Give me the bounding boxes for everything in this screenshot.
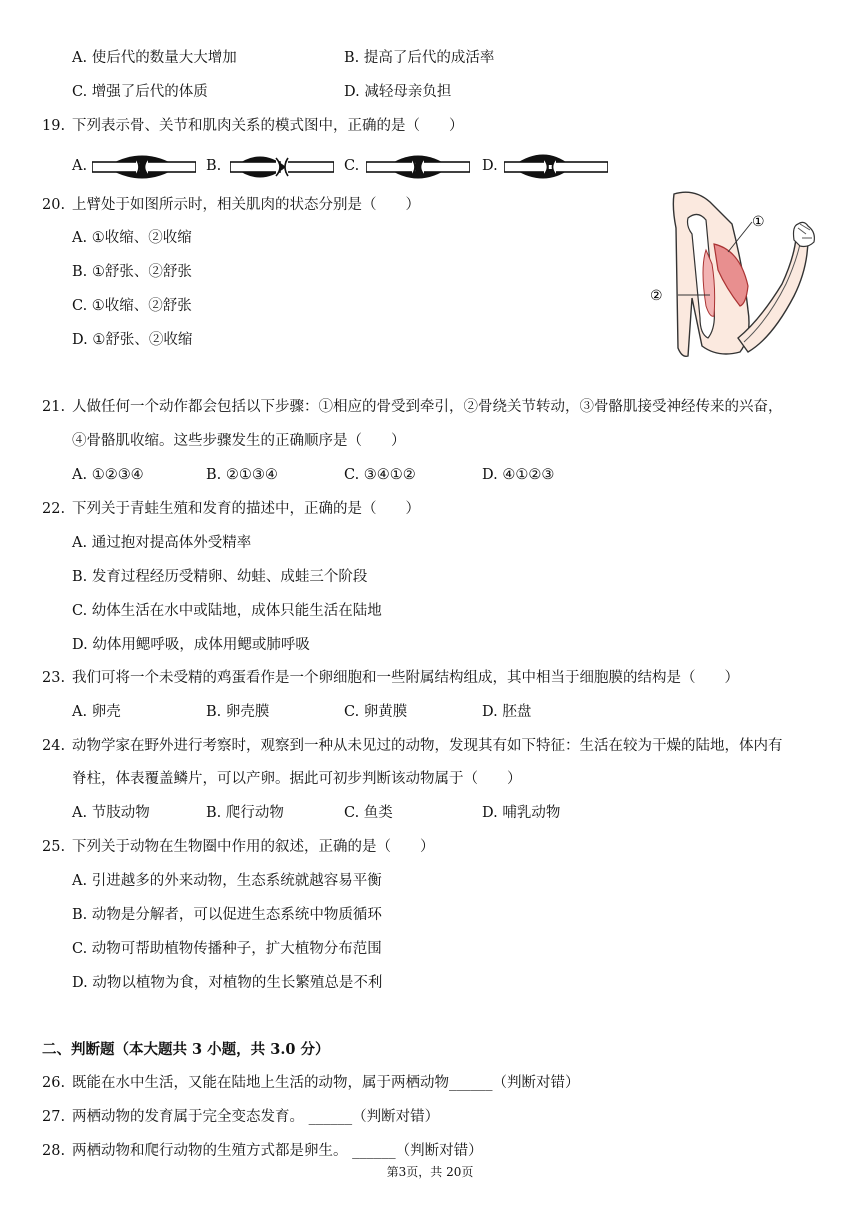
question-text: 下列表示骨、关节和肌肉关系的模式图中，正确的是（ ）: [72, 118, 464, 134]
q22-option-a: A. 通过抱对提高体外受精率: [72, 535, 252, 551]
q21-option-d: D. ④①②③: [482, 467, 555, 483]
q25-option-d: D. 动物以植物为食，对植物的生长繁殖总是不利: [72, 975, 383, 991]
q21-option-c: C. ③④①②: [344, 467, 416, 483]
q20-option-b: B. ①舒张、②舒张: [72, 264, 192, 280]
q25-option-b: B. 动物是分解者，可以促进生态系统中物质循环: [72, 907, 382, 923]
question-22: [42, 499, 420, 519]
question-26: [42, 1073, 580, 1093]
q18-option-d: D. 减轻母亲负担: [344, 84, 452, 100]
q24-option-d: D. 哺乳动物: [482, 805, 561, 821]
question-text: 两栖动物和爬行动物的生殖方式都是卵生。 ______（判断对错）: [72, 1143, 483, 1159]
q22-option-d: D. 幼体用鳃呼吸，成体用鳃或肺呼吸: [72, 637, 310, 653]
question-number: 24.: [42, 738, 66, 754]
question-text: 既能在水中生活，又能在陆地上生活的动物，属于两栖动物______（判断对错）: [72, 1075, 580, 1091]
question-19: [42, 116, 464, 136]
figure-label-2: ②: [650, 288, 663, 304]
q18-option-a: A. 使后代的数量大大增加: [72, 50, 237, 66]
q19-option-d-label: D.: [482, 158, 498, 174]
q24-option-a: A. 节肢动物: [72, 805, 150, 821]
question-number: 22.: [42, 501, 66, 517]
question-number: 21.: [42, 399, 66, 415]
question-20: [42, 195, 420, 215]
q18-option-c: C. 增强了后代的体质: [72, 84, 208, 100]
q19-option-b-label: B.: [206, 158, 222, 174]
question-23: [42, 668, 739, 688]
question-number: 28.: [42, 1143, 66, 1159]
question-text: 下列关于动物在生物圈中作用的叙述，正确的是（ ）: [72, 839, 435, 855]
question-text-line1: 人做任何一个动作都会包括以下步骤：①相应的骨受到牵引，②骨绕关节转动，③骨骼肌接受神经传来的兴奋，: [72, 399, 783, 415]
q19-option-a-label: A.: [72, 158, 88, 174]
q24-option-c: C. 鱼类: [344, 805, 393, 821]
q23-option-d: D. 胚盘: [482, 704, 532, 720]
question-24-line2: 脊柱，体表覆盖鳞片，可以产卵。据此可初步判断该动物属于（ ）: [72, 771, 522, 787]
q20-option-a: A. ①收缩、②收缩: [72, 230, 192, 246]
q18-option-b: B. 提高了后代的成活率: [344, 50, 495, 66]
q25-option-c: C. 动物可帮助植物传播种子，扩大植物分布范围: [72, 941, 382, 957]
question-number: 26.: [42, 1075, 66, 1091]
question-28: [42, 1141, 483, 1161]
joint-diagram-b: [230, 150, 334, 184]
question-text: 我们可将一个未受精的鸡蛋看作是一个卵细胞和一些附属结构组成，其中相当于细胞膜的结构是（ ）: [72, 670, 739, 686]
question-number: 19.: [42, 118, 66, 134]
question-number: 20.: [42, 197, 66, 213]
q20-option-d: D. ①舒张、②收缩: [72, 332, 193, 348]
q24-option-b: B. 爬行动物: [206, 805, 284, 821]
q23-option-c: C. 卵黄膜: [344, 704, 408, 720]
q23-option-a: A. 卵壳: [72, 704, 121, 720]
section-heading: 二、判断题（本大题共 3 小题，共 3.0 分）: [42, 1041, 330, 1058]
question-text: 上臂处于如图所示时，相关肌肉的状态分别是（ ）: [72, 197, 420, 213]
question-27: [42, 1107, 439, 1127]
joint-diagram-c: [366, 150, 470, 184]
q22-option-c: C. 幼体生活在水中或陆地，成体只能生活在陆地: [72, 603, 382, 619]
q19-option-c-label: C.: [344, 158, 360, 174]
question-21-line2: ④骨骼肌收缩。这些步骤发生的正确顺序是（ ）: [72, 433, 406, 449]
q23-option-b: B. 卵壳膜: [206, 704, 270, 720]
question-number: 27.: [42, 1109, 66, 1125]
q22-option-b: B. 发育过程经历受精卵、幼蛙、成蛙三个阶段: [72, 569, 368, 585]
joint-diagram-a: [92, 150, 196, 184]
arm-muscle-figure: [648, 188, 828, 360]
question-24: [42, 736, 783, 756]
q21-option-a: A. ①②③④: [72, 467, 144, 483]
q20-option-c: C. ①收缩、②舒张: [72, 298, 192, 314]
q25-option-a: A. 引进越多的外来动物，生态系统就越容易平衡: [72, 873, 382, 889]
question-number: 25.: [42, 839, 66, 855]
q21-option-b: B. ②①③④: [206, 467, 278, 483]
question-text: 下列关于青蛙生殖和发育的描述中，正确的是（ ）: [72, 501, 420, 517]
question-21: [42, 397, 783, 417]
page-footer: 第3页，共 20页: [386, 1165, 474, 1179]
question-text: 两栖动物的发育属于完全变态发育。 ______（判断对错）: [72, 1109, 440, 1125]
question-25: [42, 837, 435, 857]
question-number: 23.: [42, 670, 66, 686]
joint-diagram-d: [504, 150, 608, 184]
figure-label-1: ①: [752, 214, 765, 230]
question-text-line1: 动物学家在野外进行考察时，观察到一种从未见过的动物，发现其有如下特征：生活在较为干燥的陆地，体内有: [72, 738, 783, 754]
